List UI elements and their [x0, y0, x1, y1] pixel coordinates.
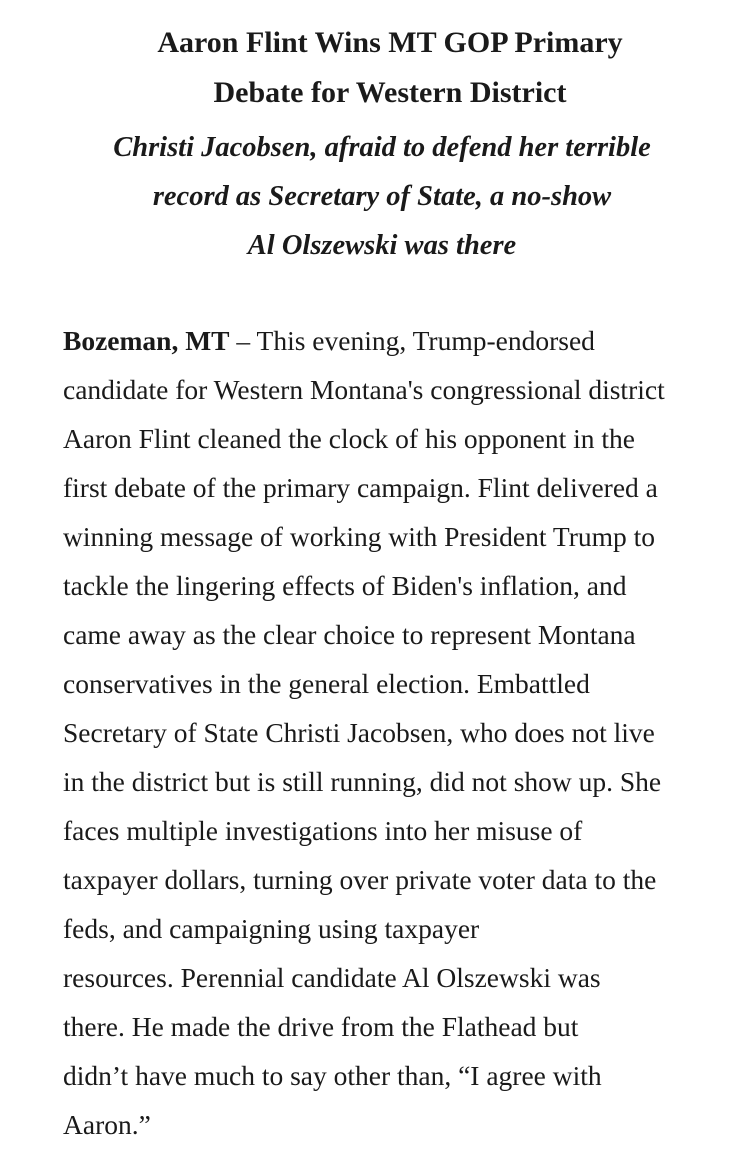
body-line: feds, and campaigning using taxpayer	[63, 913, 480, 944]
subhead-line-2: record as Secretary of State, a no-show	[152, 181, 612, 212]
body-line: Aaron Flint cleaned the clock of his opponent in the	[63, 423, 636, 454]
headline	[40, 18, 740, 118]
body-line-1	[63, 316, 713, 365]
body-line: in the district but is still running, did not show up. She	[63, 766, 662, 797]
body-line: candidate for Western Montana's congressional district	[63, 374, 665, 405]
body-line: Secretary of State Christi Jacobsen, who does not live	[63, 717, 655, 748]
body-line: Aaron.”	[63, 1109, 151, 1140]
body-line: didn’t have much to say other than, “I agree with	[63, 1060, 602, 1091]
headline-line-2: Debate for Western District	[213, 76, 567, 109]
body-line-1-text: – This evening, Trump-endorsed	[229, 325, 595, 356]
body-line: tackle the lingering effects of Biden's inflation, and	[63, 570, 627, 601]
body-line: conservatives in the general election. Embattled	[63, 668, 590, 699]
body-line: winning message of working with President Trump to	[63, 521, 656, 552]
body-line: resources. Perennial candidate Al Olszewski was	[63, 962, 601, 993]
body-line: first debate of the primary campaign. Flint delivered a	[63, 472, 658, 503]
subhead-line-3: Al Olszewski was there	[247, 230, 517, 261]
body-line: faces multiple investigations into her misuse of	[63, 815, 583, 846]
body-line: there. He made the drive from the Flathead but	[63, 1011, 579, 1042]
body-line: taxpayer dollars, turning over private voter data to the	[63, 864, 657, 895]
article-body	[63, 316, 713, 1149]
headline-line-1: Aaron Flint Wins MT GOP Primary	[157, 26, 623, 59]
dateline: Bozeman, MT	[63, 325, 230, 356]
subhead-line-1: Christi Jacobsen, afraid to defend her terrible	[113, 132, 651, 163]
subheadline	[62, 123, 702, 270]
body-line: came away as the clear choice to represent Montana	[63, 619, 636, 650]
